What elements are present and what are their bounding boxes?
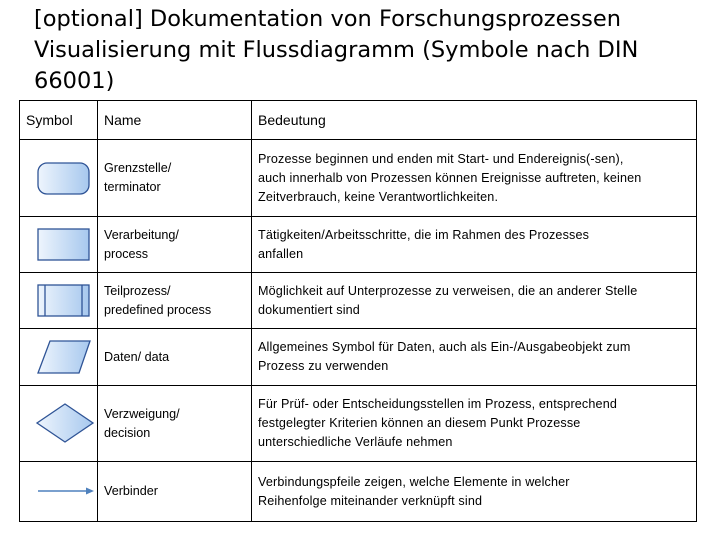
meaning-line: Zeitverbrauch, keine Verantwortlichkeiten.: [258, 189, 499, 204]
name-cell: [98, 140, 252, 217]
symbol-cell: [20, 217, 98, 273]
decision-icon: [26, 386, 104, 461]
meaning-cell: [252, 386, 697, 462]
meaning-line: auch innerhalb von Prozessen können Ereignisse auftreten, keinen: [258, 170, 642, 185]
table-row: [20, 462, 697, 522]
name-line: process: [104, 246, 149, 261]
name-line: Daten/ data: [104, 349, 170, 364]
meaning-line: Reihenfolge miteinander verknüpft sind: [258, 493, 483, 508]
meaning-line: anfallen: [258, 246, 304, 261]
meaning-line: Möglichkeit auf Unterprozesse zu verweisen, die an anderer Stelle: [258, 283, 638, 298]
name-line: Teilprozess/: [104, 283, 171, 298]
table-row: [20, 273, 697, 329]
meaning-line: unterschiedliche Verläufe nehmen: [258, 435, 453, 449]
name-cell: [98, 329, 252, 386]
meaning-line: festgelegter Kriterien können an diesem Punkt Prozesse: [258, 416, 581, 430]
name-line: predefined process: [104, 302, 212, 317]
name-line: Grenzstelle/: [104, 161, 172, 175]
symbol-cell: [20, 386, 98, 462]
meaning-cell: [252, 462, 697, 522]
meaning-line: Allgemeines Symbol für Daten, auch als Ein-/Ausgabeobjekt zum: [258, 340, 631, 354]
flowchart-symbol-table: [19, 100, 697, 522]
title-line-1: [optional] Dokumentation von Forschungsprozessen: [34, 6, 621, 32]
meaning-line: Tätigkeiten/Arbeitsschritte, die im Rahmen des Prozesses: [258, 227, 590, 242]
header-meaning: Bedeutung: [252, 101, 697, 140]
symbol-cell: [20, 462, 98, 522]
table-row: [20, 329, 697, 386]
meaning-line: Für Prüf- oder Entscheidungsstellen im Prozess, entsprechend: [258, 397, 617, 411]
name-cell: [98, 273, 252, 329]
name-cell: [98, 386, 252, 462]
connector-arrow-icon: [26, 462, 104, 521]
meaning-cell: [252, 217, 697, 273]
name-line: Verbinder: [104, 484, 158, 498]
meaning-cell: [252, 273, 697, 329]
title-line-2: Visualisierung mit Flussdiagramm (Symbole nach DIN: [34, 37, 639, 63]
table-row: [20, 140, 697, 217]
meaning-cell: [252, 140, 697, 217]
process-icon: [26, 217, 104, 272]
predefined-process-icon: [26, 273, 104, 328]
header-name: Name: [98, 101, 252, 140]
name-cell: [98, 462, 252, 522]
terminator-icon: [26, 140, 104, 216]
name-line: decision: [104, 425, 151, 440]
name-cell: [98, 217, 252, 273]
meaning-line: Verbindungspfeile zeigen, welche Elemente in welcher: [258, 474, 570, 489]
data-icon: [26, 329, 104, 385]
table-header-row: [20, 101, 697, 140]
name-line: Verzweigung/: [104, 406, 180, 421]
table-row: [20, 217, 697, 273]
meaning-line: Prozesse beginnen und enden mit Start- und Endereignis(-sen),: [258, 151, 624, 166]
meaning-cell: [252, 329, 697, 386]
table-row: [20, 386, 697, 462]
slide-title: [34, 4, 714, 97]
meaning-line: dokumentiert sind: [258, 302, 360, 317]
symbol-cell: [20, 140, 98, 217]
symbol-cell: [20, 273, 98, 329]
name-line: terminator: [104, 180, 161, 194]
header-symbol: Symbol: [20, 101, 98, 140]
name-line: Verarbeitung/: [104, 227, 179, 242]
meaning-line: Prozess zu verwenden: [258, 359, 389, 373]
title-line-3: 66001): [34, 68, 115, 94]
symbol-cell: [20, 329, 98, 386]
